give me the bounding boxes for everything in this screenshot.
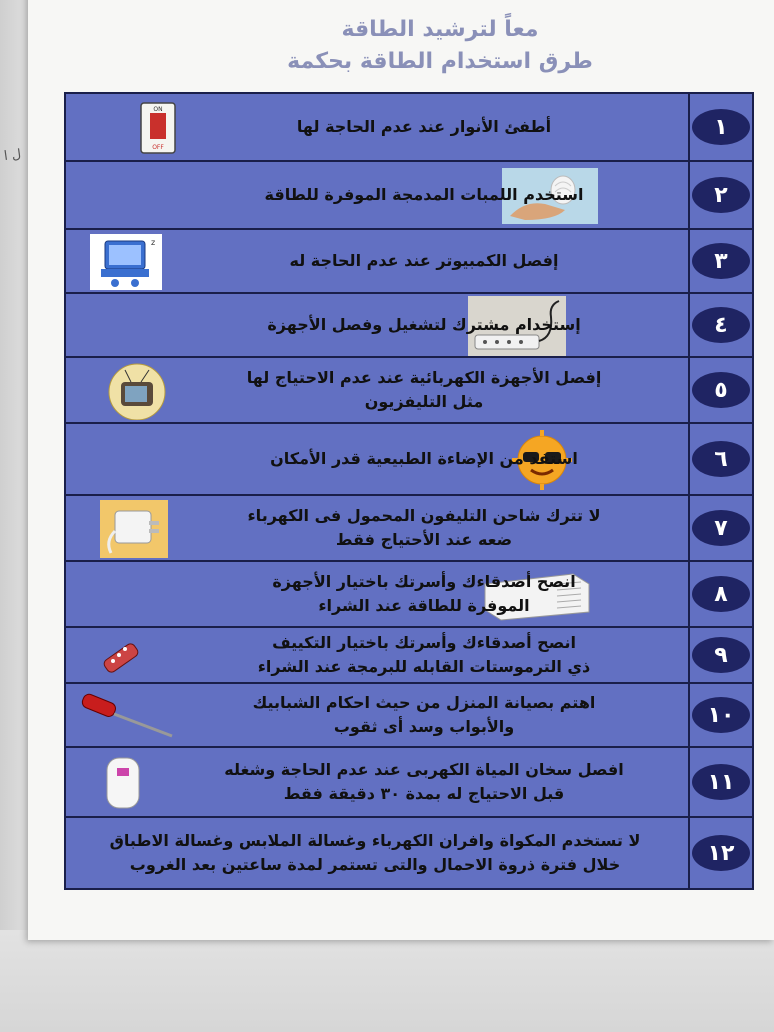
tip-text-line-1: افصل سخان المياة الكهربى عند عدم الحاجة وشغله: [224, 760, 624, 779]
tips-table: [64, 92, 754, 890]
tip-text-line-1: إستخدام مشترك لتشغيل وفصل الأجهزة: [267, 315, 581, 334]
tip-text-line-1: لا تستخدم المكواة وافران الكهرباء وغسالة الملابس وغسالة الاطباق: [109, 831, 641, 850]
table-row: [66, 424, 752, 496]
table-row: [66, 684, 752, 748]
table-row: [66, 94, 752, 162]
screwdriver-icon: [80, 688, 176, 744]
page-title: معاً لترشيد الطاقة: [341, 17, 539, 42]
tip-text-line-2: ذي الترموستات القابله للبرمجة عند الشراء: [257, 657, 591, 676]
tip-text-line-2: خلال فترة ذروة الاحمال والتى تستمر لمدة ساعتين بعد الغروب: [129, 855, 621, 874]
table-row: [66, 162, 752, 230]
table-row: [66, 294, 752, 358]
tip-text-line-1: انصح أصدقاءك وأسرتك باختيار التكييف: [272, 633, 576, 652]
table-row: [66, 358, 752, 424]
tip-text-line-1: أطفئ الأنوار عند عدم الحاجة لها: [296, 117, 552, 136]
tip-text-line-1: انصح أصدقاءك وأسرتك باختيار الأجهزة: [272, 572, 576, 591]
tip-number-badge: ٥: [692, 372, 750, 408]
tip-text-line-2: ضعه عند الأحتياج فقط: [335, 530, 513, 549]
tip-text-line-2: مثل التليفزيون: [364, 392, 484, 411]
tip-number-badge: ٩: [692, 637, 750, 673]
tip-text-line-1: لا تترك شاحن التليفون المحمول فى الكهرباء: [247, 506, 601, 525]
tip-number-badge: ٧: [692, 510, 750, 546]
television-icon: [104, 362, 170, 420]
svg-text:ON: ON: [153, 106, 163, 113]
phone-charger-icon: [100, 500, 168, 558]
background-bottom: [0, 930, 774, 1032]
tip-number-badge: ١: [692, 109, 750, 145]
table-row: [66, 748, 752, 818]
tip-number-badge: ١١: [692, 764, 750, 800]
table-row: [66, 496, 752, 562]
svg-text:z: z: [151, 238, 156, 247]
sleeping-computer-icon: [90, 234, 162, 290]
tip-text-line-1: اهتم بصيانة المنزل من حيث احكام الشبابيك: [252, 693, 596, 712]
adjacent-page-text: ل ا: [3, 146, 23, 165]
page-subtitle: طرق استخدام الطاقة بحكمة: [287, 49, 593, 74]
tip-text-line-2: الموفرة للطاقة عند الشراء: [318, 596, 530, 615]
table-row: [66, 818, 752, 888]
table-row: [66, 628, 752, 684]
svg-text:OFF: OFF: [152, 144, 164, 151]
tip-text-line-1: إفصل الكمبيوتر عند عدم الحاجة له: [289, 251, 559, 270]
tip-text-line-1: استفد من الإضاءة الطبيعية قدر الأمكان: [270, 449, 578, 468]
tip-number-badge: ٨: [692, 576, 750, 612]
tip-number-badge: ٢: [692, 177, 750, 213]
water-heater-icon: [102, 754, 144, 812]
tip-text-line-2: والأبواب وسد أى ثقوب: [333, 717, 515, 736]
tip-number-badge: ٦: [692, 441, 750, 477]
table-row: [66, 562, 752, 628]
header: [280, 14, 600, 78]
tip-number-badge: ١٠: [692, 697, 750, 733]
remote-control-icon: [96, 634, 144, 680]
light-switch-icon: [138, 100, 178, 156]
tip-number-badge: ٣: [692, 243, 750, 279]
tip-number-badge: ٤: [692, 307, 750, 343]
table-row: [66, 230, 752, 294]
tip-number-badge: ١٢: [692, 835, 750, 871]
tip-text-line-2: قبل الاحتياج له بمدة ٣٠ دقيقة فقط: [283, 784, 565, 803]
tip-text-line-1: استخدم اللمبات المدمجة الموفرة للطاقة: [264, 185, 584, 204]
tip-text-line-1: إفصل الأجهزة الكهربائية عند عدم الاحتياج لها: [246, 368, 602, 387]
